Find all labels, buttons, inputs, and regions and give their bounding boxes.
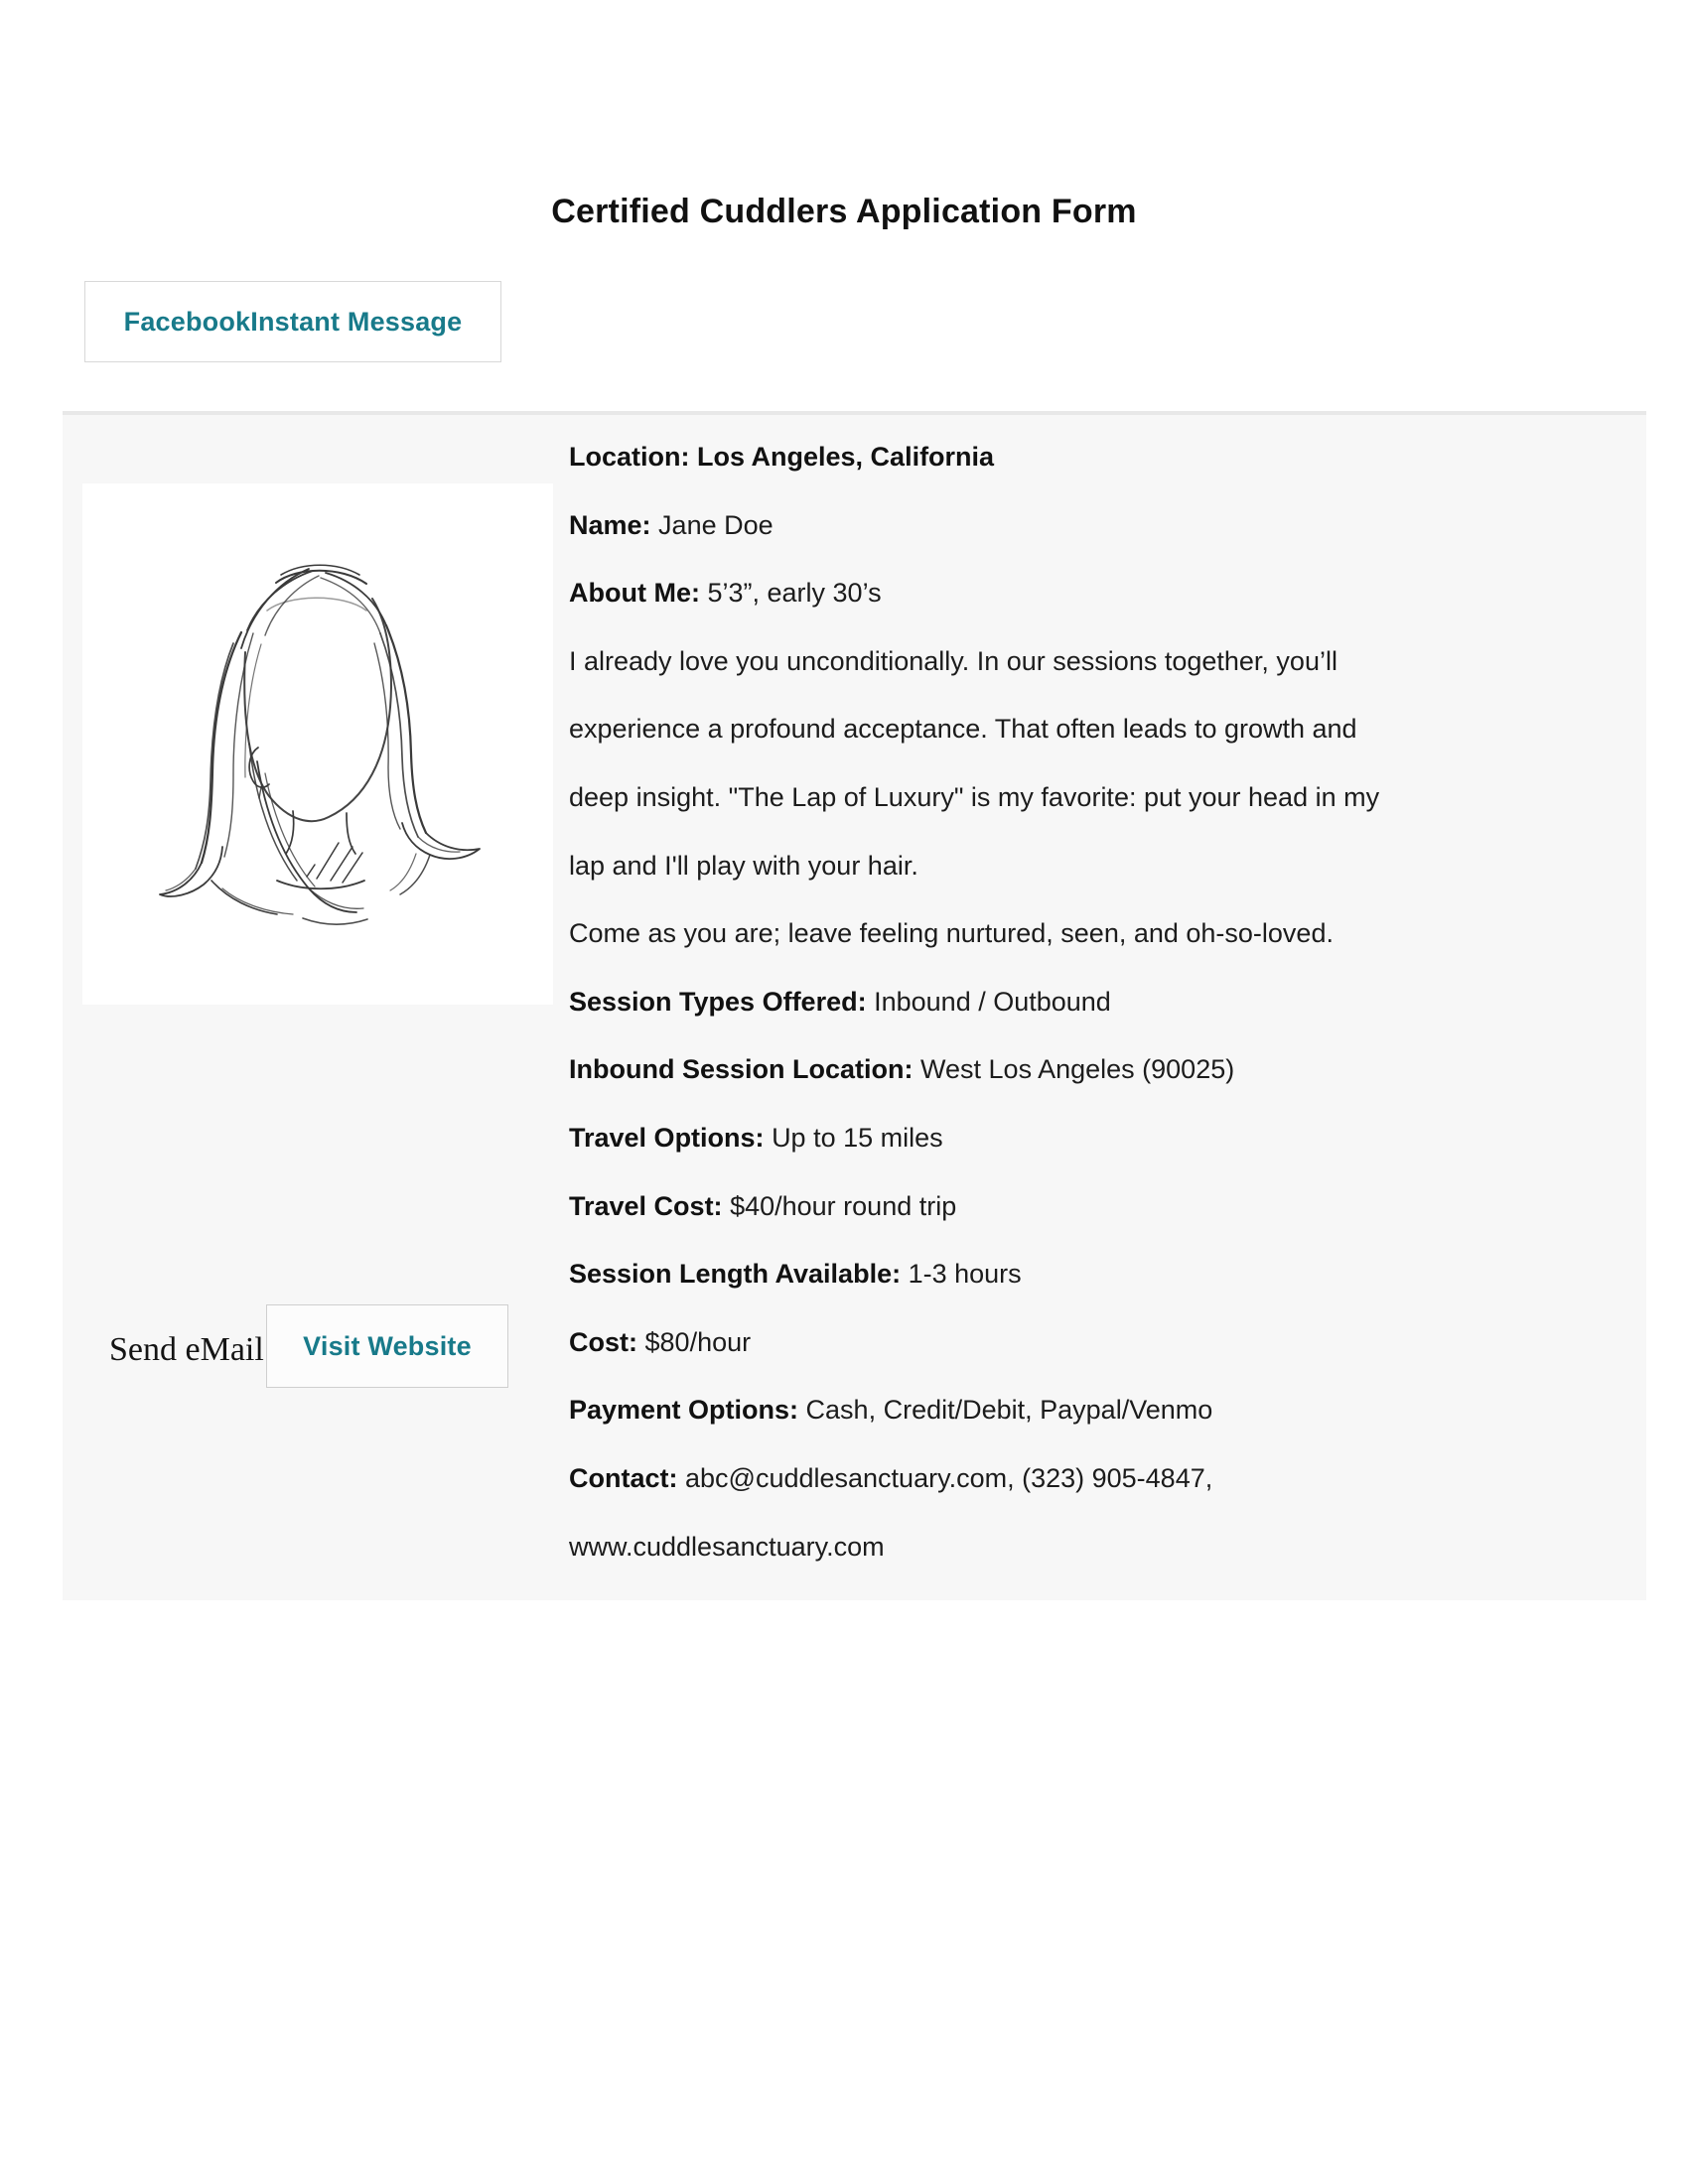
profile-row xyxy=(569,1035,1631,1104)
profile-row xyxy=(569,627,1631,696)
portrait-sketch-image xyxy=(82,483,553,1005)
profile-row xyxy=(569,1172,1631,1241)
profile-row xyxy=(569,695,1631,763)
profile-row xyxy=(569,832,1631,900)
field-label: Inbound Session Location: xyxy=(569,1054,914,1085)
field-label: Contact: xyxy=(569,1462,678,1493)
field-value: abc@cuddlesanctuary.com, (323) 905-4847, xyxy=(685,1462,1213,1493)
facebook-instant-message-label: FacebookInstant Message xyxy=(123,306,463,337)
field-value: $80/hour xyxy=(644,1326,752,1357)
field-value: lap and I'll play with your hair. xyxy=(569,850,918,881)
facebook-instant-message-button[interactable] xyxy=(84,281,501,362)
profile-row xyxy=(569,491,1631,560)
profile-card xyxy=(63,411,1646,1600)
field-label: Travel Cost: xyxy=(569,1190,723,1221)
field-label: About Me: xyxy=(569,578,700,609)
field-value: experience a profound acceptance. That often leads to growth and xyxy=(569,714,1357,745)
field-value: Inbound / Outbound xyxy=(874,986,1111,1017)
field-value: West Los Angeles (90025) xyxy=(920,1054,1235,1085)
field-value: deep insight. "The Lap of Luxury" is my favorite: put your head in my xyxy=(569,781,1380,812)
profile-details xyxy=(569,423,1631,1580)
profile-row xyxy=(569,559,1631,627)
field-value: I already love you unconditionally. In our sessions together, you’ll xyxy=(569,645,1337,676)
field-value: 1-3 hours xyxy=(908,1259,1022,1290)
profile-row xyxy=(569,1444,1631,1513)
field-value: $40/hour round trip xyxy=(730,1190,957,1221)
field-value: Cash, Credit/Debit, Paypal/Venmo xyxy=(805,1395,1213,1426)
visit-website-label: Visit Website xyxy=(303,1330,472,1361)
field-label: Session Length Available: xyxy=(569,1259,902,1290)
profile-row xyxy=(569,968,1631,1036)
profile-row xyxy=(569,423,1631,491)
field-value: www.cuddlesanctuary.com xyxy=(569,1531,885,1562)
profile-row xyxy=(569,1376,1631,1444)
field-label: Cost: xyxy=(569,1326,637,1357)
send-email-link[interactable]: Send eMail xyxy=(109,1331,264,1368)
portrait-image-frame xyxy=(82,483,553,1005)
field-label: Name: xyxy=(569,509,651,540)
field-value: Los Angeles, California xyxy=(697,442,995,472)
field-label: Location: xyxy=(569,442,690,472)
field-value: Jane Doe xyxy=(658,509,774,540)
field-value: 5’3”, early 30’s xyxy=(707,578,882,609)
field-value: Come as you are; leave feeling nurtured, seen, and oh-so-loved. xyxy=(569,918,1334,949)
profile-row xyxy=(569,899,1631,968)
field-label: Payment Options: xyxy=(569,1395,799,1426)
profile-row xyxy=(569,1513,1631,1581)
profile-row xyxy=(569,1104,1631,1172)
visit-website-button[interactable] xyxy=(266,1304,508,1388)
field-label: Travel Options: xyxy=(569,1122,765,1153)
page-title: Certified Cuddlers Application Form xyxy=(551,193,1137,230)
profile-row xyxy=(569,1240,1631,1308)
field-value: Up to 15 miles xyxy=(772,1122,943,1153)
profile-row xyxy=(569,1308,1631,1377)
profile-row xyxy=(569,763,1631,832)
field-label: Session Types Offered: xyxy=(569,986,867,1017)
